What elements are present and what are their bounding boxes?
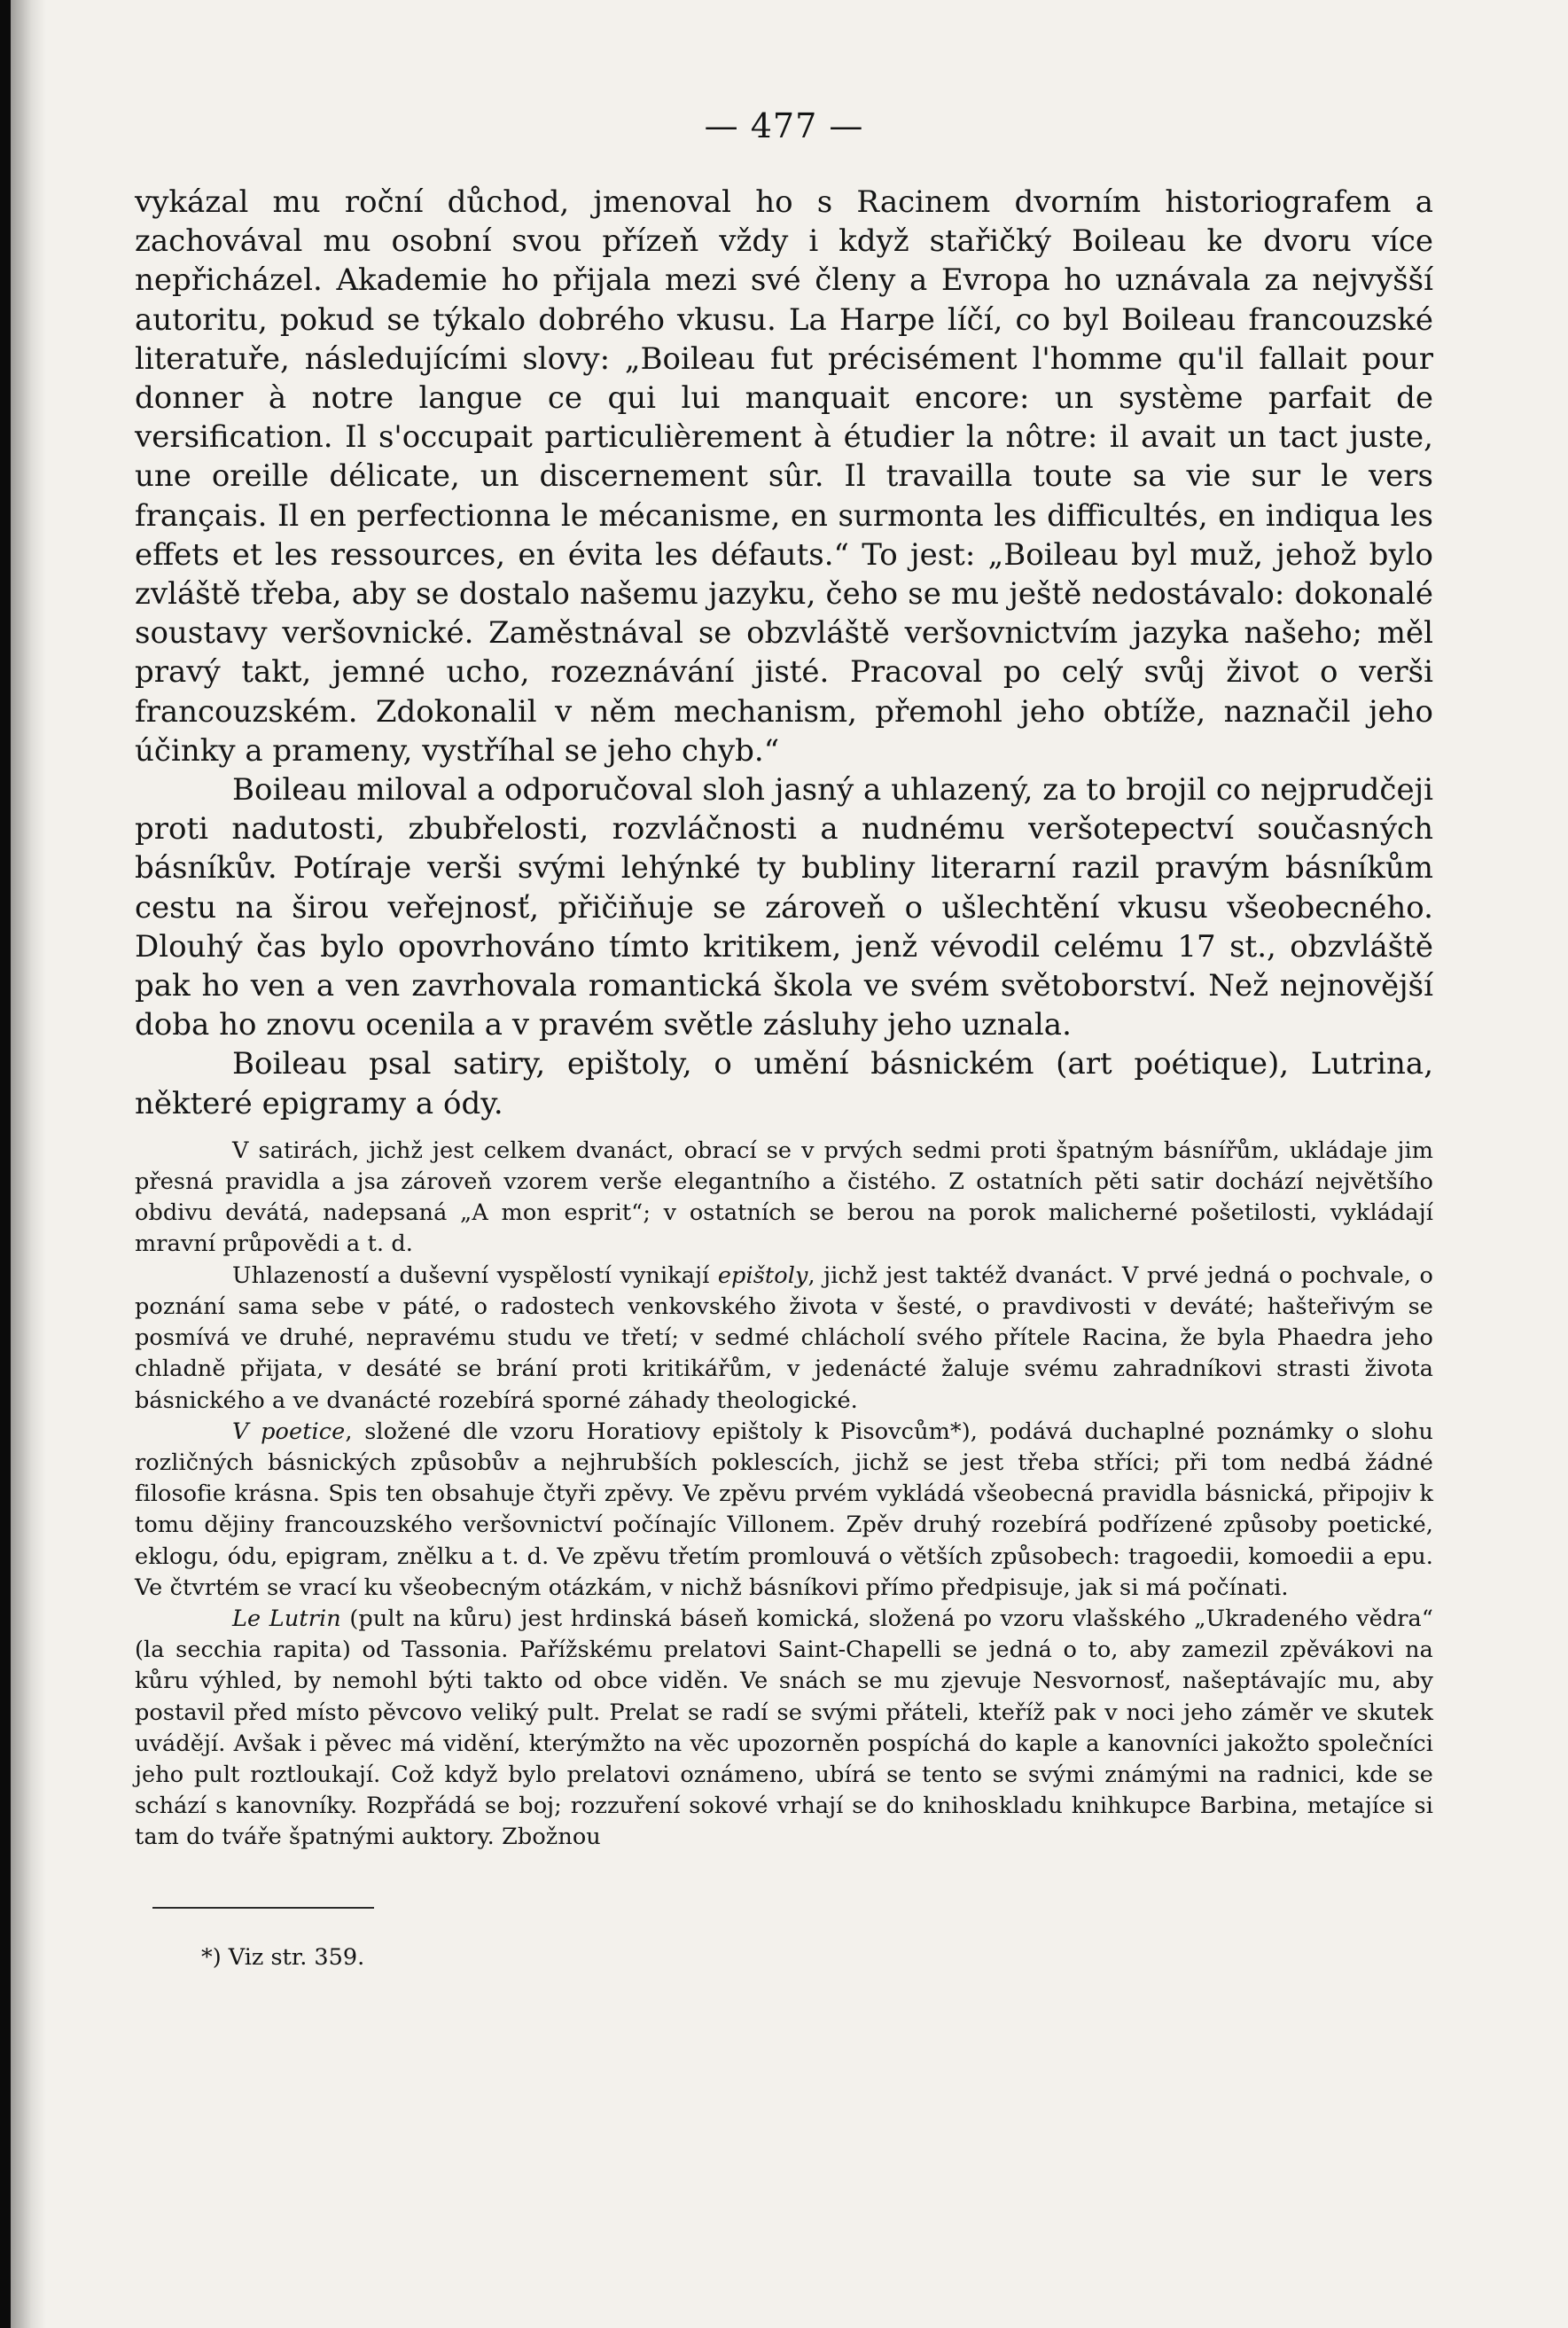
footnote-rule — [152, 1907, 374, 1909]
text-block — [135, 105, 1433, 1973]
note-paragraph: V poetice, složené dle vzoru Horatiovy epištoly k Pisovcům*), podává duchaplné poznámky o slohu rozličných básnických způsobův a nejhrubších poklescích, jichž se jest třeba stříci; při tom nedbá žádné filosofie krásna. Spis ten obsahuje čtyři zpěvy. Ve zpěvu prvém vykládá všeobecná pravidla básnická, připojiv k tomu dějiny francouzského veršovnictví počínajíc Villonem. Zpěv druhý rozebírá podřízené způsoby poetické, eklogu, ódu, epigram, znělku a t. d. Ve zpěvu třetím promlouvá o větších způsobech: tragoedii, komoedii a epu. Ve čtvrtém se vrací ku všeobecným otázkám, v nichž básníkovi přímo předpisuje, jak si má počínati. — [135, 1418, 1433, 1601]
binding-shadow — [11, 0, 46, 2328]
page-number: — 477 — — [704, 106, 864, 145]
body-paragraph: Boileau psal satiry, epištoly, o umění básnickém (art poétique), Lutrina, některé epigramy a ódy. — [135, 1046, 1433, 1121]
body-paragraph: Boileau miloval a odporučoval sloh jasný a uhlazený, za to brojil co nejprudčeji proti nadutosti, zbubřelosti, rozvláčnosti a nudnému veršotepectví současných básníkův. Potíraje verši svými lehýnké ty bubliny literarní razil pravým básníkům cestu na širou veřejnosť, přičiňuje se zároveň o ušlechtění vkusu všeobecného. Dlouhý čas bylo opovrhováno tímto kritikem, jenž vévodil celému 17 st., obzvláště pak ho ven a ven zavrhovala romantická škola ve svém světoborství. Než nejnovější doba ho znovu ocenila a v pravém světle zásluhy jeho uznala. — [135, 772, 1433, 1043]
footnote: *) Viz str. 359. — [201, 1943, 365, 1971]
note-emphasis: epištoly — [717, 1262, 808, 1289]
note-paragraph: Uhlazeností a duševní vyspělostí vynikají epištoly, jichž jest taktéž dvanáct. V prvé jedná o pochvale, o poznání sama sebe v páté, o radostech venkovského života v šesté, o pravdivosti v deváté; hašteřivým se posmívá ve druhé, nepravému studu ve třetí; v sedmé chlácholí svého přítele Racina, že byla Phaedra jeho chladně přijata, v desáté se brání proti kritikářům, v jedenácté žaluje svému zahradníkovi strasti života básnického a ve dvanácté rozebírá sporné záhady theologické. — [135, 1262, 1433, 1414]
small-print-notes — [135, 1136, 1433, 1854]
body-paragraph: vykázal mu roční důchod, jmenoval ho s Racinem dvorním historiografem a zachovával mu osobní svou přízeň vždy i když stařičký Boileau ke dvoru více nepřicházel. Akademie ho přijala mezi své členy a Evropa ho uznávala za nejvyšší autoritu, pokud se týkalo dobrého vkusu. La Harpe líčí, co byl Boileau francouzské literatuře, následujícími slovy: „Boileau fut précisément l'homme qu'il fallait pour donner à notre langue ce qui lui manquait encore: un système parfait de versification. Il s'occupait particulièrement à étudier la nôtre: il avait un tact juste, une oreille délicate, un discernement sûr. Il travailla toute sa vie sur le vers français. Il en perfectionna le mécanisme, en surmonta les difficultés, en indiqua les effets et les ressources, en évita les défauts.“ To jest: „Boileau byl muž, jehož bylo zvláště třeba, aby se dostalo našemu jazyku, čeho se mu ještě nedostávalo: dokonalé soustavy veršovnické. Zaměstnával se obzvláště veršovnictvím jazyka našeho; měl pravý takt, jemné ucho, rozeznávání jisté. Pracoval po celý svůj život o verši francouzském. Zdokonalil v něm mechanism, přemohl jeho obtíže, naznačil jeho účinky a prameny, vystříhal se jeho chyb.“ — [135, 184, 1433, 769]
note-emphasis: V poetice — [232, 1418, 346, 1445]
note-emphasis: Le Lutrin — [232, 1605, 341, 1632]
note-paragraph: Le Lutrin (pult na kůru) jest hrdinská báseň komická, složená po vzoru vlašského „Ukradeného vědra“ (la secchia rapita) od Tassonia. Pařížskému prelatovi Saint-Chapelli se jedná o to, aby zamezil zpěvákovi na kůru výhled, by nemohl býti takto od obce viděn. Ve snách se mu zjevuje Nesvornosť, našeptávajíc mu, aby postavil před místo pěvcovo veliký pult. Prelat se radí se svými přáteli, kteříž pak v noci jeho záměr ve skutek uvádějí. Avšak i pěvec má vidění, kterýmžto na věc upozorněn pospíchá do kaple a kanovníci jakožto společníci jeho pult roztloukají. Což když bylo prelatovi oznámeno, ubírá se tento se svými známými na radnici, kde se schází s kanovníky. Rozpřádá se boj; rozzuření sokové vrhají se do knihoskladu knihkupce Barbina, metajíce si tam do tváře špatnými auktory. Zbožnou — [135, 1605, 1433, 1851]
book-page — [11, 0, 1568, 2328]
note-paragraph: V satirách, jichž jest celkem dvanáct, obrací se v prvých sedmi proti špatným básnířům, ukládaje jim přesná pravidla a jsa zároveň vzorem verše elegantního a čistého. Z ostatních pěti satir dochází největšího obdivu devátá, nadepsaná „A mon esprit“; v ostatních se berou na porok malicherné pošetilosti, vykládají mravní průpovědi a t. d. — [135, 1137, 1433, 1258]
